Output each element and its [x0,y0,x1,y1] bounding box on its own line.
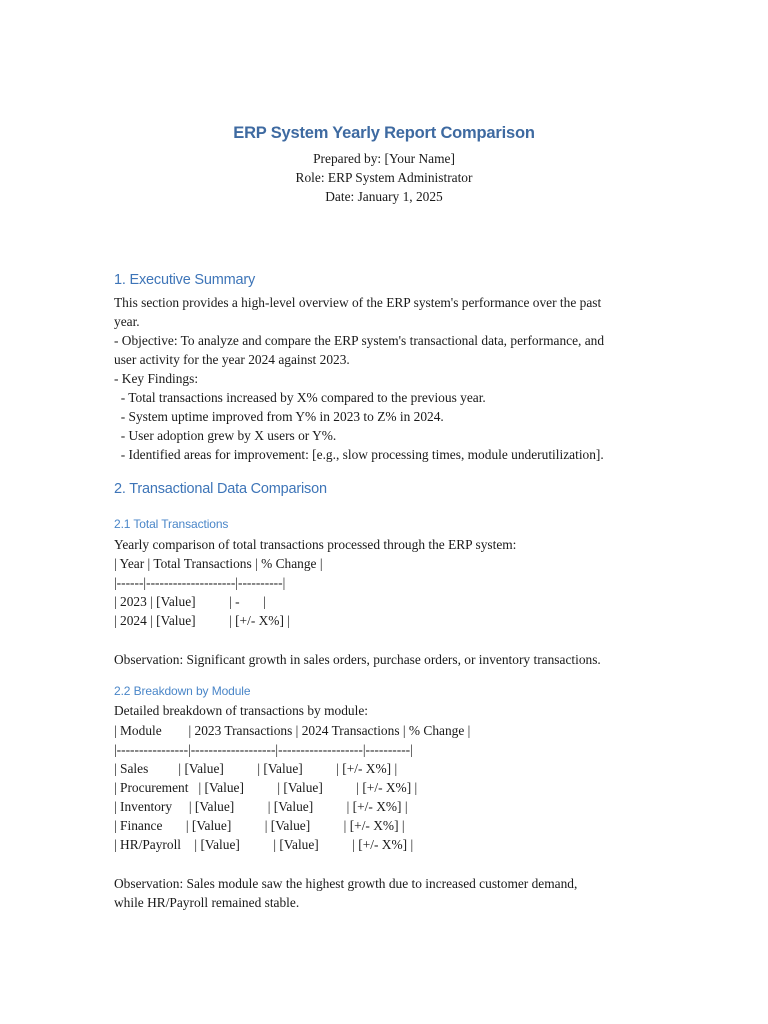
module-line: Detailed breakdown of transactions by module: [114,703,368,718]
transactions-line: | Year | Total Transactions | % Change | [114,556,323,571]
module-line: | Finance | [Value] | [Value] | [+/- X%] | [114,818,405,833]
module-line: |----------------|-------------------|-------------------|----------| [114,742,413,757]
transactions-observation: Observation: Significant growth in sales orders, purchase orders, or inventory transactions. [114,652,601,667]
summary-line: user activity for the year 2024 against 2023. [114,352,350,367]
document-title: ERP System Yearly Report Comparison [233,124,535,142]
transactions-line: Yearly comparison of total transactions processed through the ERP system: [114,537,517,552]
section-2-heading: 2. Transactional Data Comparison [114,481,327,497]
module-observation: while HR/Payroll remained stable. [114,895,300,910]
subsection-2-2-heading: 2.2 Breakdown by Module [114,684,251,698]
module-line: | Procurement | [Value] | [Value] | [+/- X%] | [114,780,418,795]
module-line: | HR/Payroll | [Value] | [Value] | [+/- X%] | [114,837,414,852]
module-line: | Sales | [Value] | [Value] | [+/- X%] | [114,761,398,776]
role: Role: ERP System Administrator [295,170,473,185]
summary-line: - Identified areas for improvement: [e.g., slow processing times, module underutilization]. [114,447,604,462]
subsection-2-1-heading: 2.1 Total Transactions [114,517,229,531]
prepared-by: Prepared by: [Your Name] [313,151,455,166]
summary-line: - User adoption grew by X users or Y%. [114,428,337,443]
module-observation: Observation: Sales module saw the highest growth due to increased customer demand, [114,876,578,891]
summary-line: This section provides a high-level overview of the ERP system's performance over the past [114,295,602,310]
summary-line: - Total transactions increased by X% compared to the previous year. [114,390,486,405]
date: Date: January 1, 2025 [325,189,443,204]
summary-line: year. [114,314,140,329]
summary-line: - Objective: To analyze and compare the ERP system's transactional data, performance, and [114,333,605,348]
transactions-line: | 2023 | [Value] | - | [114,594,266,609]
module-line: | Module | 2023 Transactions | 2024 Transactions | % Change | [114,723,471,738]
transactions-line: |------|--------------------|----------| [114,575,286,590]
summary-line: - Key Findings: [114,371,199,386]
section-1-heading: 1. Executive Summary [114,272,256,288]
summary-line: - System uptime improved from Y% in 2023 to Z% in 2024. [114,409,444,424]
module-line: | Inventory | [Value] | [Value] | [+/- X%] | [114,799,408,814]
transactions-line: | 2024 | [Value] | [+/- X%] | [114,613,290,628]
